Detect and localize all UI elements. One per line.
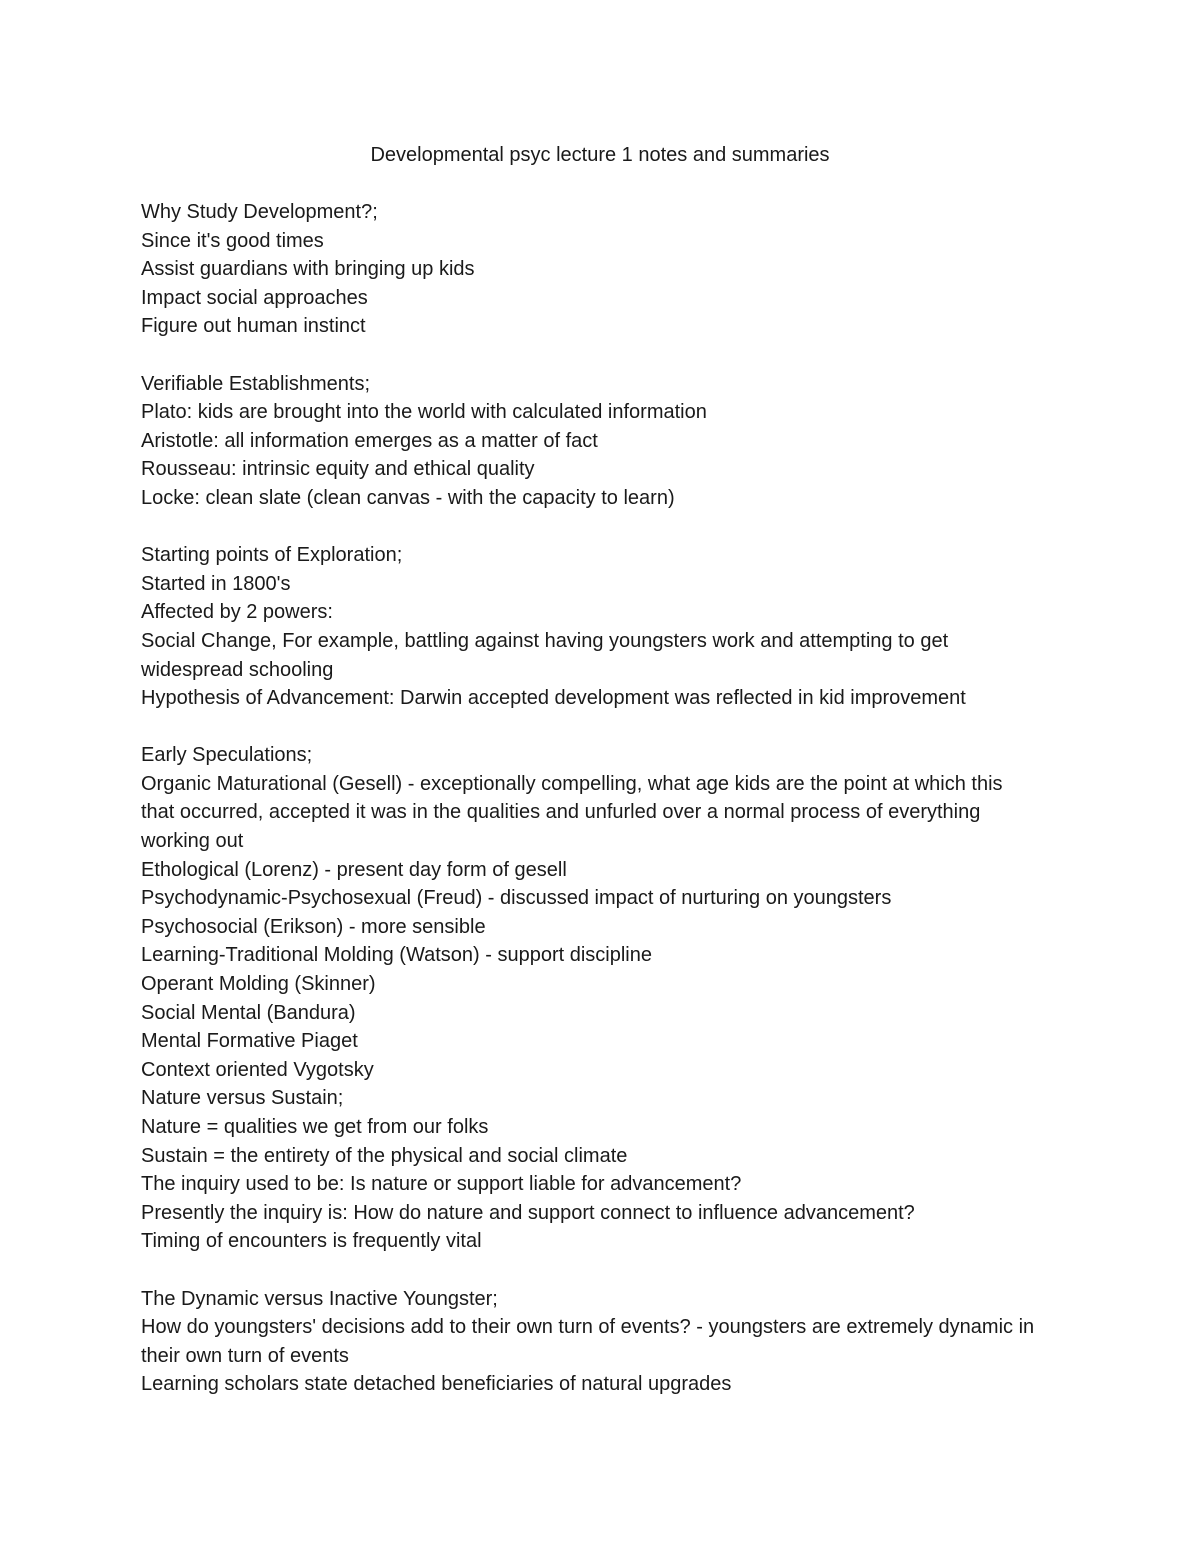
note-line: Learning-Traditional Molding (Watson) - support discipline xyxy=(141,944,652,967)
section-early-speculations xyxy=(141,741,1041,1084)
section-heading: The Dynamic versus Inactive Youngster; xyxy=(141,1287,498,1310)
section-heading: Nature versus Sustain; xyxy=(141,1087,344,1110)
note-line: Impact social approaches xyxy=(141,286,368,309)
note-line: Psychosocial (Erikson) - more sensible xyxy=(141,915,486,938)
section-why-study-development xyxy=(141,198,1041,341)
note-line: Context oriented Vygotsky xyxy=(141,1058,374,1081)
note-line: Sustain = the entirety of the physical and social climate xyxy=(141,1144,628,1167)
section-nature-versus-sustain xyxy=(141,1084,1041,1256)
note-line: Organic Maturational (Gesell) - exceptionally compelling, what age kids are the point at which this that occurred, accepted it was in the qualities and unfurled over a normal process of everything working out xyxy=(141,772,1003,853)
note-line: Affected by 2 powers: xyxy=(141,601,333,624)
section-starting-points xyxy=(141,541,1041,713)
note-line: Hypothesis of Advancement: Darwin accepted development was reflected in kid improvement xyxy=(141,687,966,710)
section-heading: Starting points of Exploration; xyxy=(141,544,403,567)
note-line: Since it's good times xyxy=(141,229,324,252)
note-line: Rousseau: intrinsic equity and ethical quality xyxy=(141,458,535,481)
section-heading: Early Speculations; xyxy=(141,744,313,767)
note-line: Started in 1800's xyxy=(141,572,291,595)
note-line: Locke: clean slate (clean canvas - with the capacity to learn) xyxy=(141,486,675,509)
section-dynamic-versus-inactive xyxy=(141,1285,1041,1399)
section-heading: Verifiable Establishments; xyxy=(141,372,371,395)
document-title: Developmental psyc lecture 1 notes and summaries xyxy=(370,144,830,166)
note-line: Learning scholars state detached beneficiaries of natural upgrades xyxy=(141,1373,732,1396)
note-line: Aristotle: all information emerges as a matter of fact xyxy=(141,429,598,452)
note-line: Plato: kids are brought into the world with calculated information xyxy=(141,401,707,424)
section-verifiable-establishments xyxy=(141,370,1041,513)
note-line: Psychodynamic-Psychosexual (Freud) - discussed impact of nurturing on youngsters xyxy=(141,887,892,910)
note-line: Figure out human instinct xyxy=(141,315,366,338)
note-line: Mental Formative Piaget xyxy=(141,1030,358,1053)
note-line: Timing of encounters is frequently vital xyxy=(141,1230,482,1253)
note-line: How do youngsters' decisions add to their own turn of events? - youngsters are extremely dynamic in their own turn of events xyxy=(141,1316,1035,1367)
note-line: Social Mental (Bandura) xyxy=(141,1001,356,1024)
note-line: Nature = qualities we get from our folks xyxy=(141,1116,489,1138)
note-line: Operant Molding (Skinner) xyxy=(141,973,376,996)
document-body xyxy=(141,198,1041,1399)
note-line: Assist guardians with bringing up kids xyxy=(141,258,475,281)
note-line: Presently the inquiry is: How do nature and support connect to influence advancement? xyxy=(141,1201,915,1224)
note-line: Ethological (Lorenz) - present day form of gesell xyxy=(141,858,567,881)
section-heading: Why Study Development?; xyxy=(141,201,378,223)
note-line: The inquiry used to be: Is nature or support liable for advancement? xyxy=(141,1173,742,1196)
note-line: Social Change, For example, battling against having youngsters work and attempting to get widespread schooling xyxy=(141,629,949,681)
